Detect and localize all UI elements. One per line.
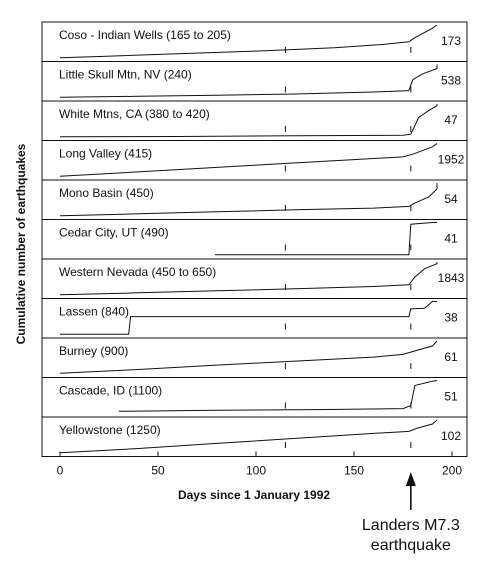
- panel-label: White Mtns, CA (380 to 420): [59, 107, 210, 121]
- panel-label: Long Valley (415): [59, 146, 153, 161]
- panel-9: [42, 338, 467, 378]
- panel-label: Mono Basin (450): [59, 186, 154, 200]
- x-axis-title: Days since 1 January 1992: [177, 488, 331, 502]
- panel-label: Burney (900): [59, 344, 129, 358]
- annotation-arrow-head: [406, 472, 416, 486]
- x-tick-label: 100: [245, 463, 267, 478]
- x-tick-label: 150: [343, 463, 365, 478]
- panel-4: [42, 141, 467, 181]
- panel-count: 538: [440, 73, 462, 88]
- annotation-line-1: Landers M7.3: [361, 517, 460, 534]
- panel-label: Western Nevada (450 to 650): [59, 265, 217, 279]
- panel-count: 173: [440, 34, 462, 48]
- panel-count: 1843: [437, 271, 465, 285]
- panel-count: 54: [444, 192, 458, 206]
- annotation-line-2: earthquake: [370, 537, 451, 554]
- y-axis-title: Cumulative number of earthquakes: [14, 143, 28, 345]
- panel-trace: [215, 223, 437, 255]
- panel-2: [42, 62, 467, 102]
- panel-11: [42, 417, 467, 457]
- panel-count: 41: [444, 231, 458, 246]
- x-tick-label: 50: [151, 463, 165, 478]
- panel-count: 1952: [437, 152, 465, 167]
- x-tick-label: 200: [441, 463, 463, 478]
- panel-label: Cedar City, UT (490): [59, 225, 169, 240]
- x-axis: [57, 452, 463, 478]
- x-tick-label: 0: [56, 463, 64, 478]
- panel-label: Yellowstone (1250): [59, 423, 161, 437]
- panel-5: [42, 180, 467, 220]
- panel-count: 47: [444, 113, 458, 127]
- panel-count: 61: [444, 350, 458, 364]
- panel-label: Cascade, ID (1100): [59, 383, 163, 398]
- panel-10: [42, 378, 467, 418]
- panel-label: Coso - Indian Wells (165 to 205): [59, 28, 231, 42]
- panel-count: 38: [444, 310, 458, 325]
- panel-6: [42, 220, 467, 260]
- panel-label: Lassen (840): [59, 304, 130, 319]
- panel-7: [42, 259, 467, 299]
- panels-group: [42, 22, 467, 457]
- panel-1: [42, 22, 467, 62]
- panel-count: 51: [444, 389, 458, 404]
- panel-8: [42, 299, 467, 339]
- landers-annotation: [362, 472, 460, 554]
- panel-trace: [119, 381, 437, 412]
- panel-3: [42, 101, 467, 141]
- panel-label: Little Skull Mtn, NV (240): [59, 67, 192, 82]
- panel-count: 102: [440, 429, 462, 443]
